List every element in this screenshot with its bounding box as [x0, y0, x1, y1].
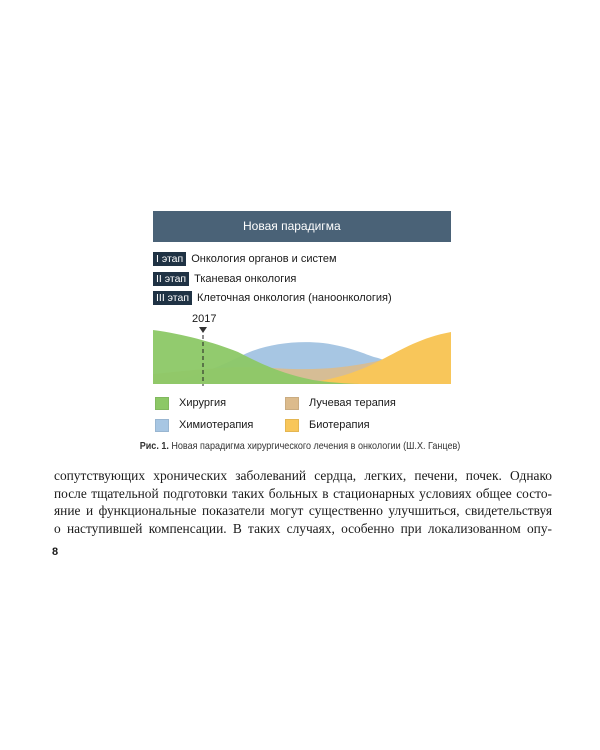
legend-biotherapy-swatch	[285, 419, 299, 432]
stage-1	[153, 252, 337, 266]
figure-header: Новая парадигма	[153, 211, 451, 242]
legend-chemotherapy-label: Химиотерапия	[179, 419, 254, 431]
body-line: яние и функциональные показатели могут существенно улучшиться, свидетельствуя	[54, 503, 552, 518]
figure-caption	[42, 440, 558, 452]
legend-surgery	[155, 396, 226, 410]
body-line: о наступившей компенсации. В таких случаях, особенно при локализованном опу-	[54, 520, 552, 536]
stage-2-text: Тканевая онкология	[194, 273, 297, 285]
stage-2-badge: II этап	[153, 272, 189, 286]
legend-biotherapy	[285, 418, 370, 432]
caption-text: Новая парадигма хирургического лечения в онкологии (Ш.Х. Ганцев)	[171, 440, 461, 452]
legend-chemotherapy-swatch	[155, 419, 169, 432]
stage-1-badge: I этап	[153, 252, 186, 266]
stage-3	[153, 291, 392, 305]
legend-radiation-swatch	[285, 397, 299, 410]
body-line: сопутствующих хронических заболеваний сердца, легких, печени, почек. Однако	[54, 468, 552, 483]
body-paragraph	[54, 467, 552, 537]
stage-3-text: Клеточная онкология (наноонкология)	[197, 292, 392, 304]
legend-biotherapy-label: Биотерапия	[309, 419, 370, 431]
legend-radiation	[285, 396, 396, 410]
year-marker-arrow	[199, 327, 207, 333]
legend-radiation-label: Лучевая терапия	[309, 397, 396, 409]
stage-2	[153, 272, 296, 286]
stage-3-badge: III этап	[153, 291, 192, 305]
caption-prefix: Рис. 1.	[139, 440, 169, 452]
page-number: 8	[52, 546, 59, 558]
year-marker-label: 2017	[192, 313, 217, 325]
legend-surgery-label: Хирургия	[179, 397, 227, 409]
stage-1-text: Онкология органов и систем	[191, 253, 337, 265]
legend-surgery-swatch	[155, 397, 169, 410]
body-line: после тщательной подготовки таких больных в стационарных условиях общее состо-	[54, 485, 552, 501]
legend-chemotherapy	[155, 418, 253, 432]
